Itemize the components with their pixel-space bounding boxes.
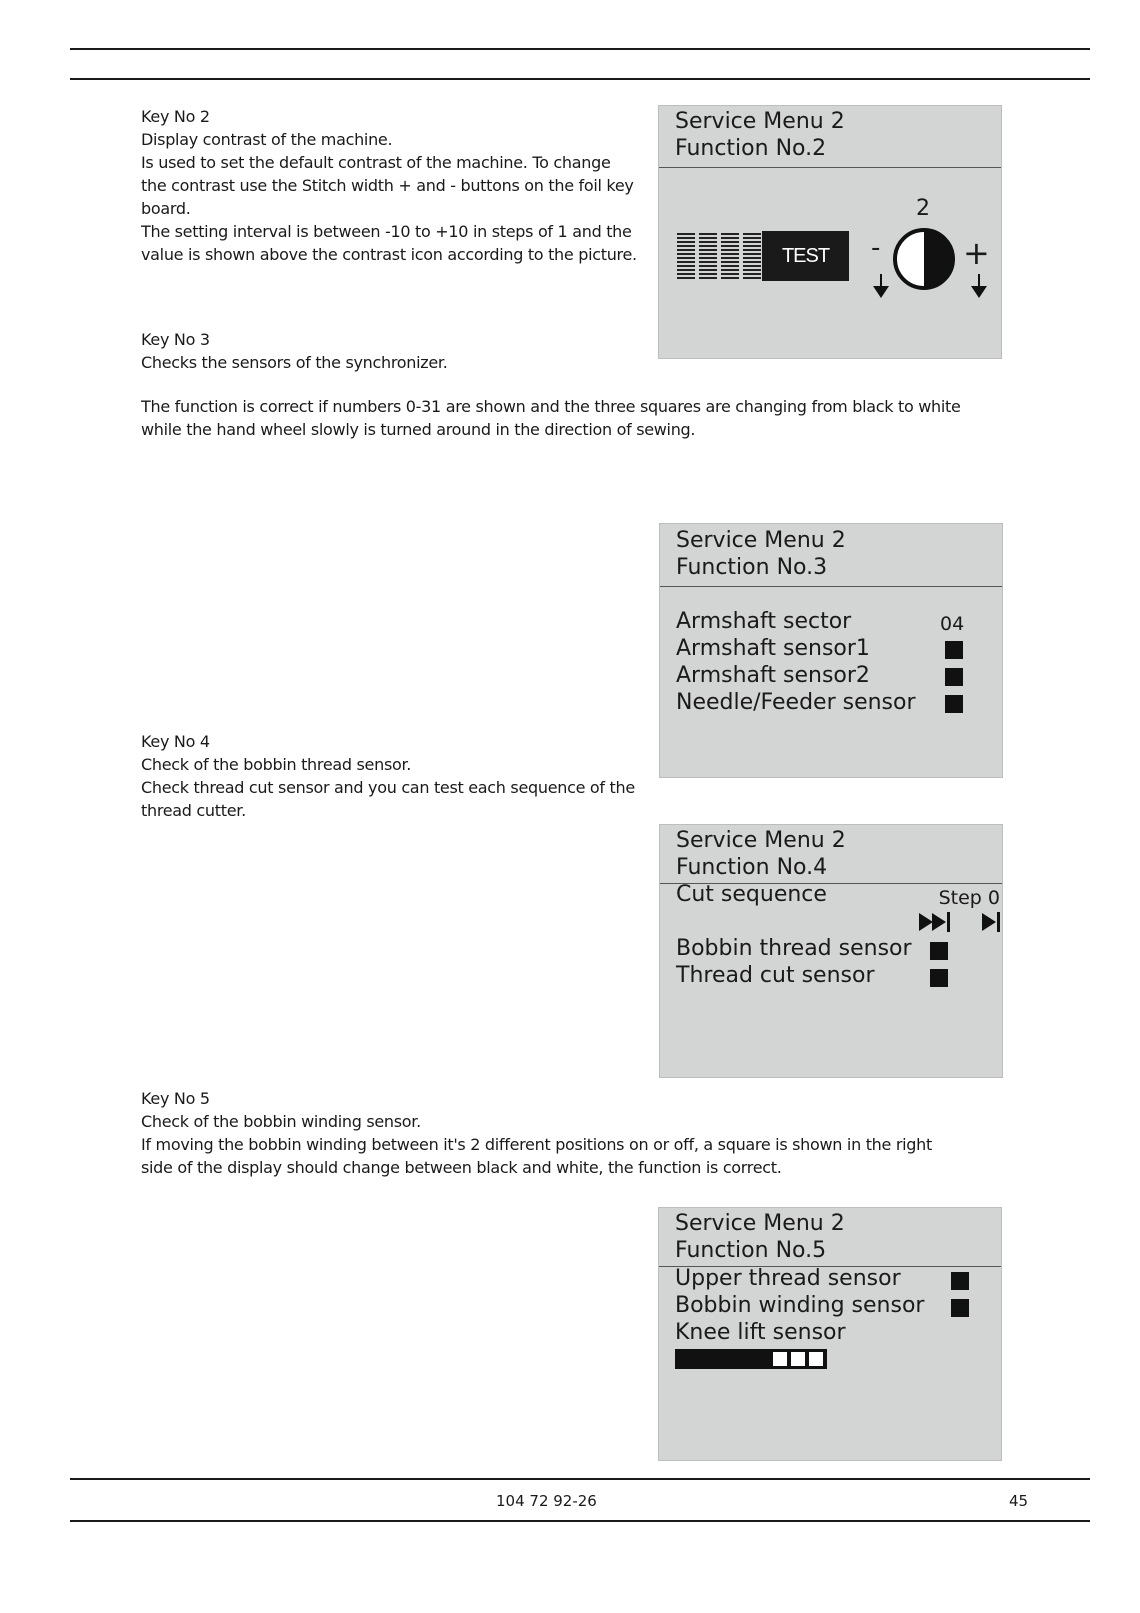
key4-heading: Key No 4 <box>141 732 210 751</box>
panel-divider <box>660 586 1002 587</box>
key3-line: Checks the sensors of the synchronizer. <box>141 353 448 372</box>
cut-sequence-label: Cut sequence <box>676 882 827 907</box>
key4-section <box>141 730 661 822</box>
document-number: 104 72 92-26 <box>496 1492 597 1510</box>
panel-title-menu: Service Menu 2 <box>675 1211 845 1236</box>
bobbin-thread-sensor-label: Bobbin thread sensor <box>676 936 912 961</box>
panel-title-menu: Service Menu 2 <box>676 828 846 853</box>
key3-paragraph <box>141 395 1041 441</box>
key4-line: Check thread cut sensor and you can test each sequence of the <box>141 778 635 797</box>
armshaft-sector-label: Armshaft sector <box>676 609 852 634</box>
sensor-status-square <box>945 695 963 713</box>
test-label: TEST <box>762 231 849 281</box>
armshaft-sensor1-label: Armshaft sensor1 <box>676 636 870 661</box>
panel-title-function: Function No.4 <box>676 855 828 880</box>
sensor-status-square <box>930 969 948 987</box>
knee-lift-empty-cell <box>791 1352 805 1366</box>
key3-section <box>141 328 641 374</box>
key5-heading: Key No 5 <box>141 1089 210 1108</box>
panel-divider <box>659 167 1001 168</box>
panel-title-function: Function No.5 <box>675 1238 827 1263</box>
knee-lift-empty-cell <box>773 1352 787 1366</box>
panel-title-function: Function No.3 <box>676 555 828 580</box>
contrast-stripes-graphic <box>677 233 761 281</box>
key5-line: side of the display should change between black and white, the function is correct. <box>141 1158 782 1177</box>
header-rule-top <box>70 48 1090 50</box>
display-panel-function-4 <box>659 824 1003 1078</box>
panel-title-menu: Service Menu 2 <box>676 528 846 553</box>
key2-line: Is used to set the default contrast of the machine. To change <box>141 153 611 172</box>
key4-line: Check of the bobbin thread sensor. <box>141 755 412 774</box>
display-panel-function-2 <box>658 105 1002 359</box>
key2-heading: Key No 2 <box>141 107 210 126</box>
display-panel-function-5 <box>658 1207 1002 1461</box>
key2-line: value is shown above the contrast icon according to the picture. <box>141 245 637 264</box>
key2-section <box>141 105 661 266</box>
arrow-down-icon <box>969 274 989 300</box>
key3-para-line: while the hand wheel slowly is turned around in the direction of sewing. <box>141 420 696 439</box>
contrast-plus: + <box>963 234 990 272</box>
header-rule-bottom <box>70 78 1090 80</box>
contrast-minus: - <box>871 233 881 263</box>
panel-title-menu: Service Menu 2 <box>675 109 845 134</box>
armshaft-sector-value: 04 <box>940 613 965 635</box>
key4-line: thread cutter. <box>141 801 246 820</box>
sensor-status-square <box>951 1272 969 1290</box>
key2-line: the contrast use the Stitch width + and - buttons on the foil key <box>141 176 634 195</box>
knee-lift-empty-cell <box>809 1352 823 1366</box>
sensor-status-square <box>951 1299 969 1317</box>
bobbin-winding-sensor-label: Bobbin winding sensor <box>675 1293 925 1318</box>
key2-line: board. <box>141 199 191 218</box>
knee-lift-sensor-label: Knee lift sensor <box>675 1320 846 1345</box>
needle-feeder-sensor-label: Needle/Feeder sensor <box>676 690 916 715</box>
key2-line: The setting interval is between -10 to +10 in steps of 1 and the <box>141 222 632 241</box>
key5-line: If moving the bobbin winding between it's 2 different positions on or off, a square is shown in the right <box>141 1135 932 1154</box>
sensor-status-square <box>945 641 963 659</box>
step-label: Step 0 <box>938 887 1000 909</box>
display-panel-function-3 <box>659 523 1003 778</box>
page-number: 45 <box>1009 1492 1029 1510</box>
key3-heading: Key No 3 <box>141 330 210 349</box>
footer-rule-bottom <box>70 1520 1090 1522</box>
key5-section <box>141 1087 1041 1179</box>
contrast-value: 2 <box>916 196 930 221</box>
fast-forward-icon <box>918 911 954 933</box>
armshaft-sensor2-label: Armshaft sensor2 <box>676 663 870 688</box>
knee-lift-level-bar <box>675 1349 827 1369</box>
footer-rule-top <box>70 1478 1090 1480</box>
key3-para-line: The function is correct if numbers 0-31 are shown and the three squares are changing from black to white <box>141 397 961 416</box>
panel-title-function: Function No.2 <box>675 136 827 161</box>
contrast-icon <box>892 227 956 291</box>
sensor-status-square <box>945 668 963 686</box>
key5-line: Check of the bobbin winding sensor. <box>141 1112 421 1131</box>
thread-cut-sensor-label: Thread cut sensor <box>676 963 875 988</box>
step-forward-icon <box>981 911 1001 933</box>
upper-thread-sensor-label: Upper thread sensor <box>675 1266 901 1291</box>
key2-line: Display contrast of the machine. <box>141 130 393 149</box>
arrow-down-icon <box>871 274 891 300</box>
sensor-status-square <box>930 942 948 960</box>
